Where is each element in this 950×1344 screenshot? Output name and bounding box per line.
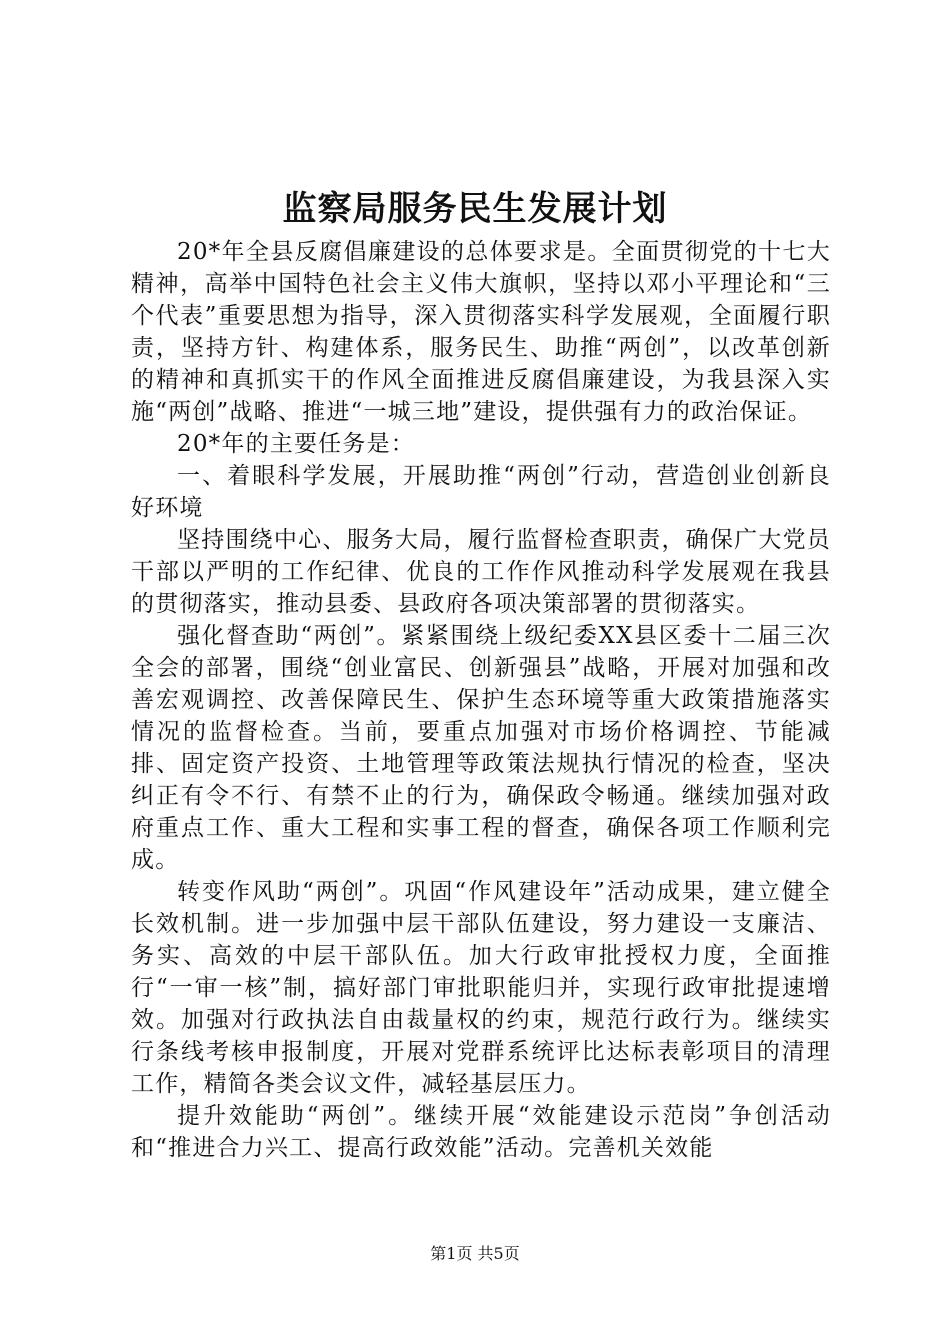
paragraph-main-tasks: 20*年的主要任务是：: [177, 431, 415, 457]
document-title: 监察局服务民生发展计划: [282, 189, 668, 229]
paragraph-work-style: 转变作风助“两创”。巩固“作风建设年”活动成果，建立健全长效机制。进一步加强中层干部队伍建设，努力建设一支廉洁、务实、高效的中层干部队伍。加大行政审批授权力度，全面推行“一审一核”制，搞好部门审批职能归并，实现行政审批提速增效。加强对行政执法自由裁量权的约束，规范行政行为。继续实行条线考核申报制度，开展对党群系统评比达标表彰项目的清理工作，精简各类会议文件，减轻基层压力。: [131, 879, 831, 1097]
paragraph-efficiency: 提升效能助“两创”。继续开展“效能建设示范岗”争创活动和“推进合力兴工、提高行政效能”活动。完善机关效能: [131, 1103, 831, 1161]
paragraph-section-heading: 一、着眼科学发展，开展助推“两创”行动，营造创业创新良好环境: [131, 463, 831, 521]
page-footer: 第1页 共5页: [430, 1244, 520, 1263]
document-body: [131, 236, 831, 1164]
paragraph-section-intro: 坚持围绕中心、服务大局，履行监督检查职责，确保广大党员干部以严明的工作纪律、优良的工作作风推动科学发展观在我县的贯彻落实，推动县委、县政府各项决策部署的贯彻落实。: [131, 527, 831, 617]
paragraph-intro: 20*年全县反腐倡廉建设的总体要求是。全面贯彻党的十七大精神，高举中国特色社会主义伟大旗帜，坚持以邓小平理论和“三个代表”重要思想为指导，深入贯彻落实科学发展观，全面履行职责，坚持方针、构建体系，服务民生、助推“两创”，以改革创新的精神和真抓实干的作风全面推进反腐倡廉建设，为我县深入实施“两创”战略、推进“一城三地”建设，提供强有力的政治保证。: [131, 239, 831, 425]
paragraph-supervision: 强化督查助“两创”。紧紧围绕上级纪委XX县区委十二届三次全会的部署，围绕“创业富民、创新强县”战略，开展对加强和改善宏观调控、改善保障民生、保护生态环境等重大政策措施落实情况的监督检查。当前，要重点加强对市场价格调控、节能减排、固定资产投资、土地管理等政策法规执行情况的检查，坚决纠正有令不行、有禁不止的行为，确保政令畅通。继续加强对政府重点工作、重大工程和实事工程的督查，确保各项工作顺利完成。: [131, 623, 831, 873]
